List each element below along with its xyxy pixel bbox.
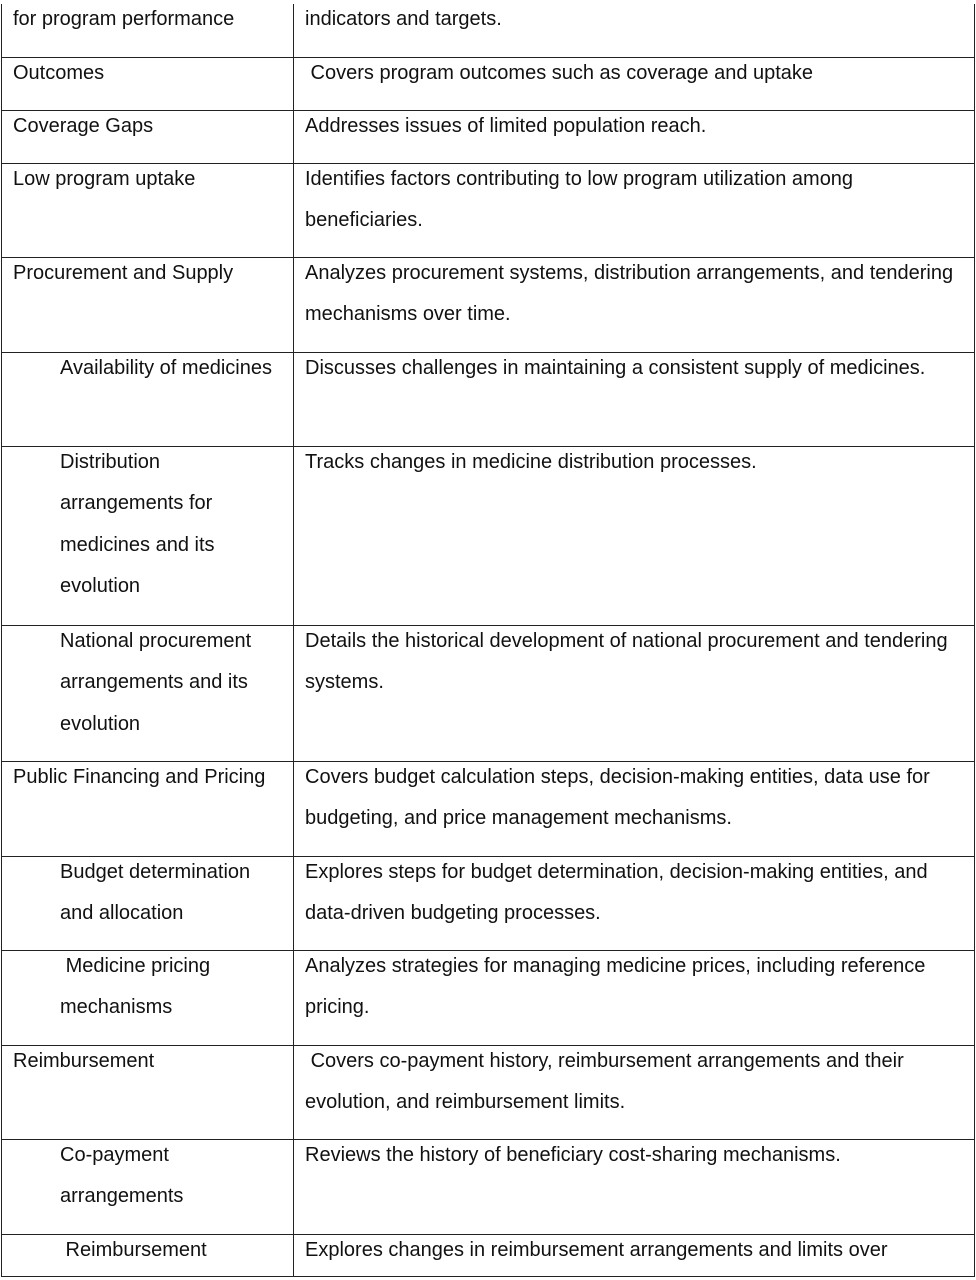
topic-cell: Coverage Gaps [2, 110, 294, 163]
table-row [2, 57, 975, 110]
table-row [2, 625, 975, 761]
table-row [2, 352, 975, 446]
table-row [2, 163, 975, 257]
topic-cell: Reimbursement [2, 1234, 294, 1276]
topic-cell: Availability of medicines [2, 352, 294, 446]
topic-cell: Budget determination and allocation [2, 856, 294, 950]
topic-cell: Reimbursement [2, 1045, 294, 1139]
description-cell: Explores changes in reimbursement arrangements and limits over [294, 1234, 975, 1276]
description-cell: Analyzes strategies for managing medicine prices, including reference pricing. [294, 950, 975, 1045]
table-row [2, 4, 975, 57]
topic-cell: Medicine pricing mechanisms [2, 950, 294, 1045]
description-cell: Covers budget calculation steps, decision-making entities, data use for budgeting, and price management mechanisms. [294, 761, 975, 856]
table-row [2, 446, 975, 625]
topic-cell: Public Financing and Pricing [2, 761, 294, 856]
table-row [2, 257, 975, 352]
table-row [2, 856, 975, 950]
topic-cell: for program performance [2, 4, 294, 57]
framework-table [1, 4, 975, 1277]
topic-cell: Co-payment arrangements [2, 1139, 294, 1234]
table-row [2, 110, 975, 163]
description-cell: Covers program outcomes such as coverage and uptake [294, 57, 975, 110]
topic-cell: Low program uptake [2, 163, 294, 257]
topic-cell: Outcomes [2, 57, 294, 110]
table-row [2, 1139, 975, 1234]
table-row [2, 761, 975, 856]
description-cell: Reviews the history of beneficiary cost-sharing mechanisms. [294, 1139, 975, 1234]
description-cell: Analyzes procurement systems, distribution arrangements, and tendering mechanisms over time. [294, 257, 975, 352]
description-cell: indicators and targets. [294, 4, 975, 57]
topic-cell: National procurement arrangements and its evolution [2, 625, 294, 761]
description-cell: Details the historical development of national procurement and tendering systems. [294, 625, 975, 761]
description-cell: Covers co-payment history, reimbursement arrangements and their evolution, and reimbursement limits. [294, 1045, 975, 1139]
description-cell: Addresses issues of limited population reach. [294, 110, 975, 163]
description-cell: Identifies factors contributing to low program utilization among beneficiaries. [294, 163, 975, 257]
description-cell: Tracks changes in medicine distribution processes. [294, 446, 975, 625]
table-row [2, 1045, 975, 1139]
topic-cell: Distribution arrangements for medicines and its evolution [2, 446, 294, 625]
table-row [2, 950, 975, 1045]
topic-cell: Procurement and Supply [2, 257, 294, 352]
table-row [2, 1234, 975, 1276]
description-cell: Explores steps for budget determination, decision-making entities, and data-driven budgeting processes. [294, 856, 975, 950]
description-cell: Discusses challenges in maintaining a consistent supply of medicines. [294, 352, 975, 446]
